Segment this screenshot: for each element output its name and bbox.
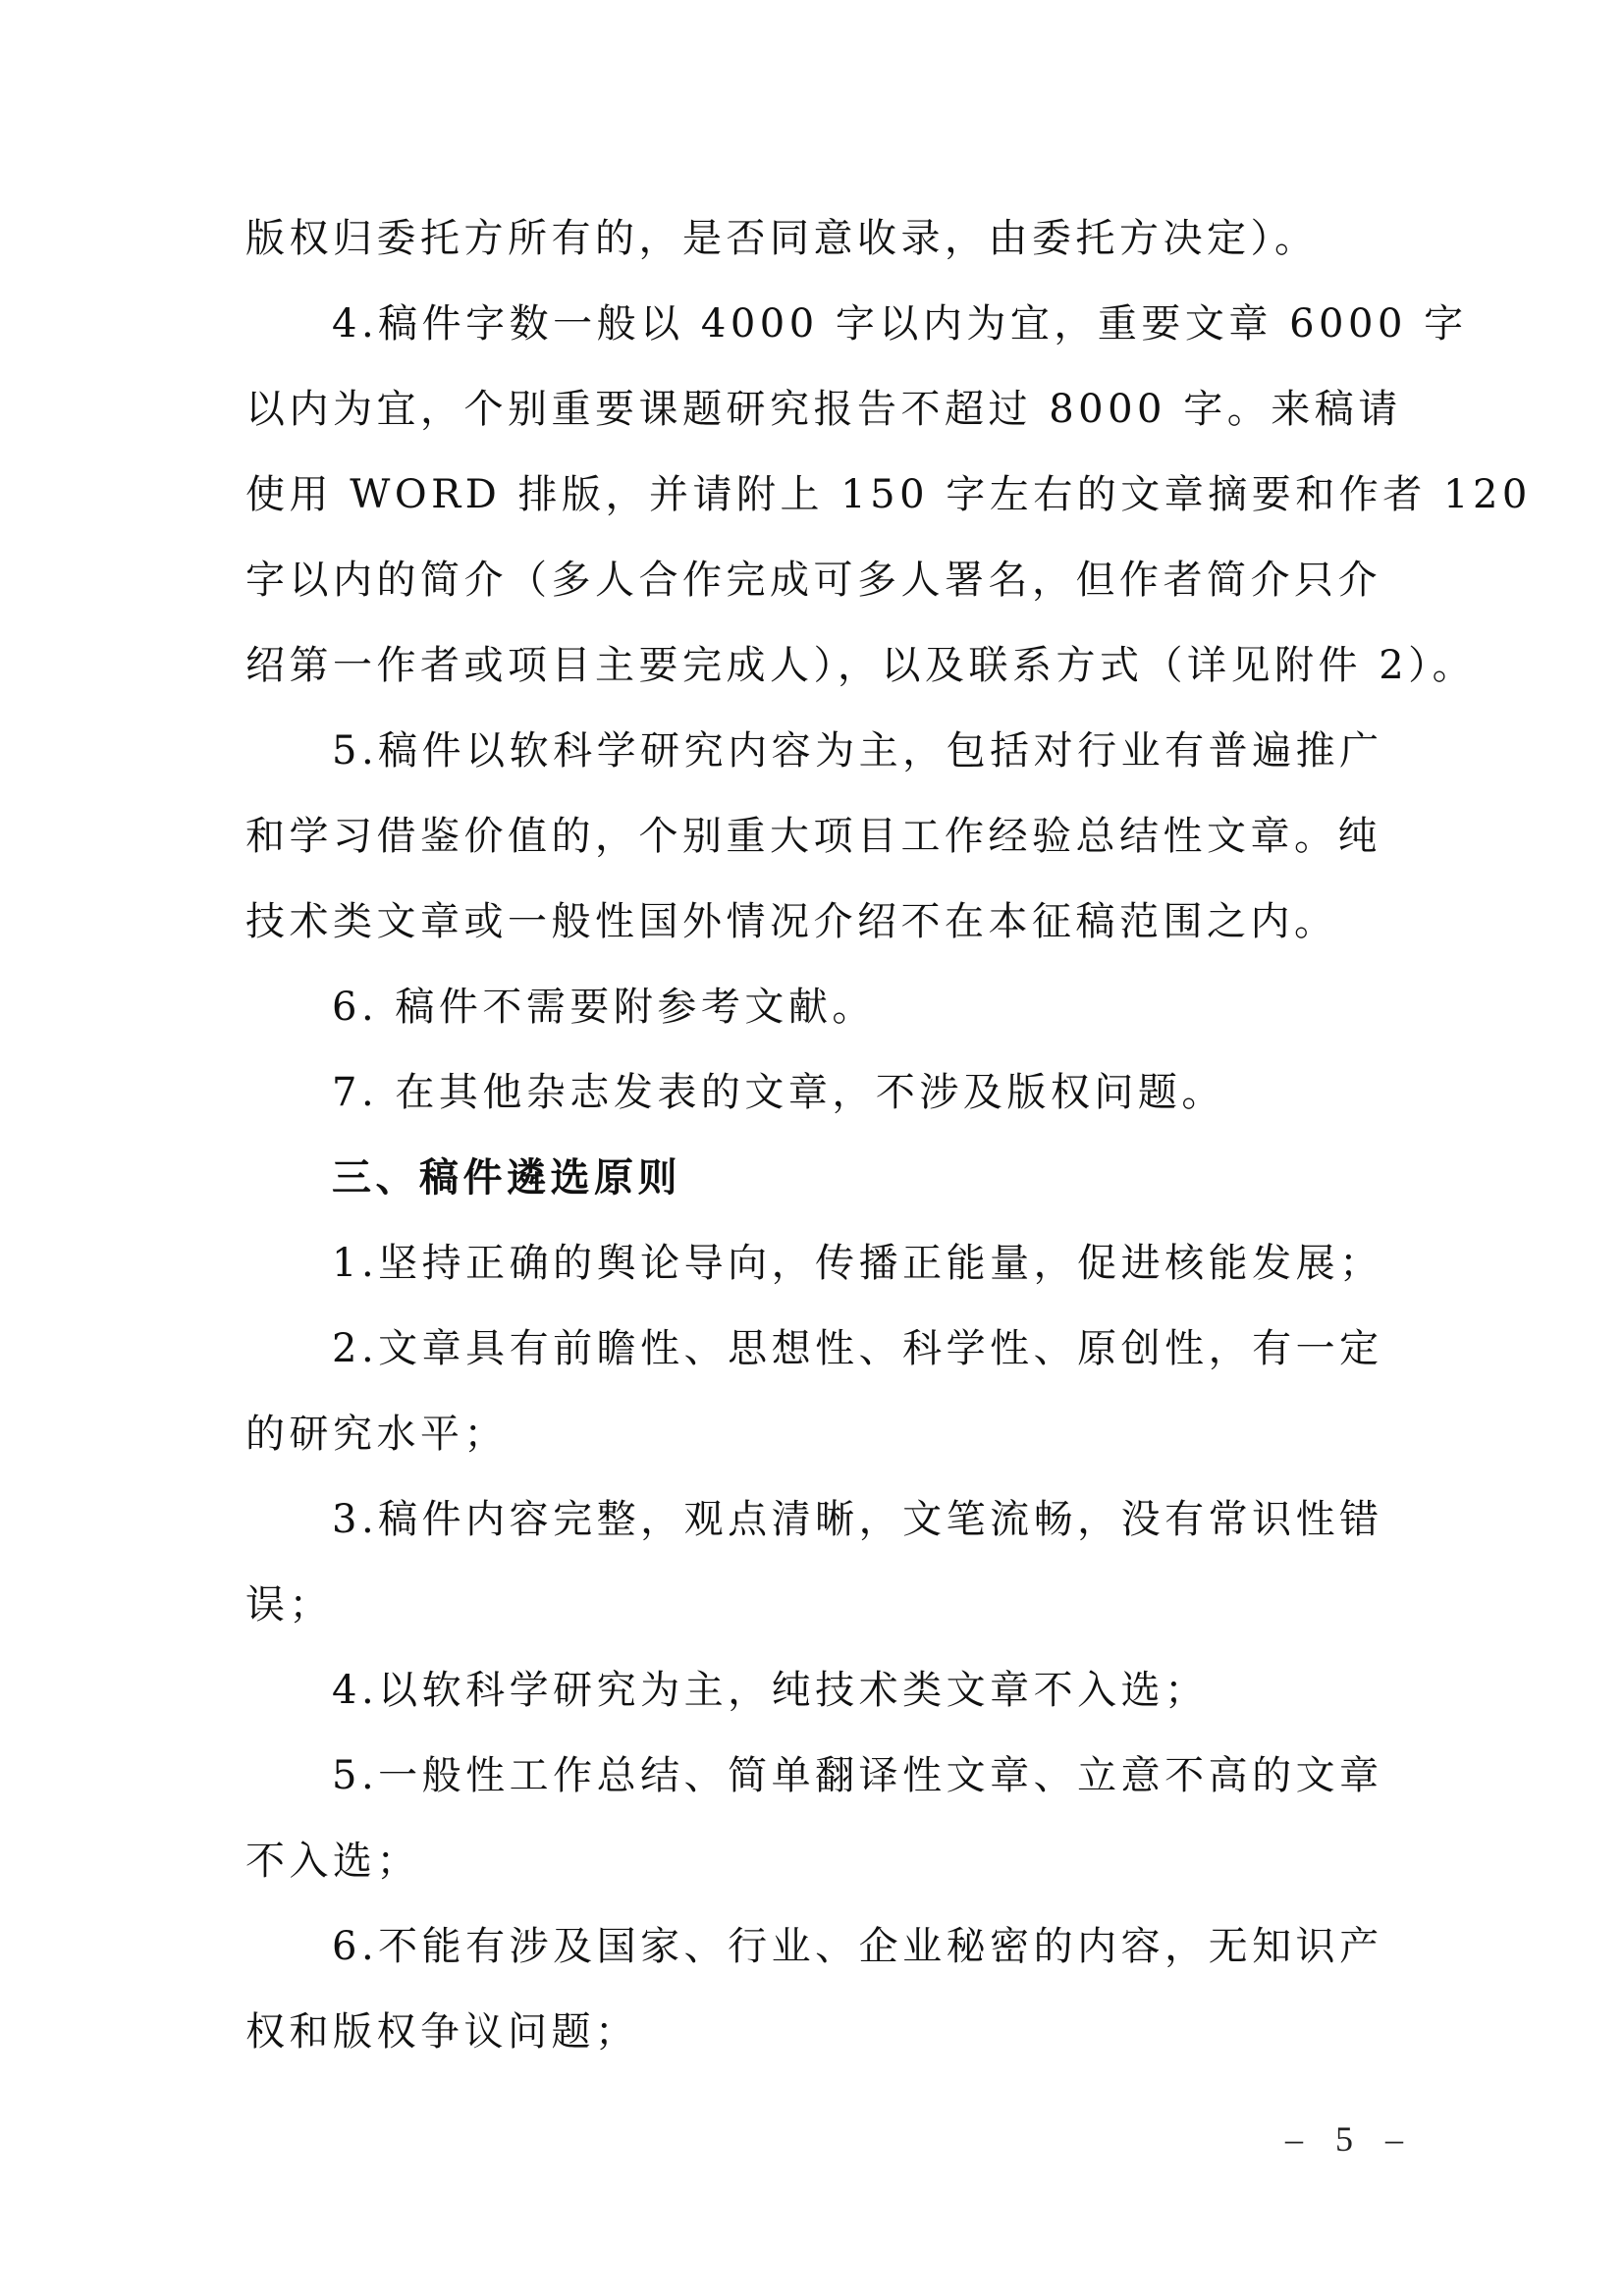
text-line: 权和版权争议问题； [245, 2009, 639, 2055]
text-line: 2.文章具有前瞻性、思想性、科学性、原创性，有一定 [332, 1326, 1383, 1371]
text-line: 1.坚持正确的舆论导向，传播正能量，促进核能发展； [332, 1241, 1383, 1286]
text-line: 3.稿件内容完整，观点清晰，文笔流畅，没有常识性错 [332, 1497, 1383, 1542]
text-line: 技术类文章或一般性国外情况介绍不在本征稿范围之内。 [245, 899, 1338, 944]
section-heading: 三、稿件遴选原则 [332, 1155, 681, 1201]
text-line: 以内为宜，个别重要课题研究报告不超过 8000 字。来稿请 [245, 387, 1402, 432]
text-line: 4.以软科学研究为主，纯技术类文章不入选； [332, 1668, 1209, 1713]
text-line: 5.一般性工作总结、简单翻译性文章、立意不高的文章 [332, 1753, 1383, 1798]
text-line: 7. 在其他杂志发表的文章，不涉及版权问题。 [332, 1070, 1225, 1115]
text-line: 和学习借鉴价值的，个别重大项目工作经验总结性文章。纯 [245, 814, 1381, 859]
text-line: 6. 稿件不需要附参考文献。 [332, 985, 876, 1030]
text-line: 使用 WORD 排版，并请附上 150 字左右的文章摘要和作者 120 [245, 472, 1532, 517]
document-body [245, 214, 1532, 2093]
text-line: 版权归委托方所有的，是否同意收录，由委托方决定）。 [245, 216, 1319, 261]
text-line: 不入选； [245, 1839, 420, 1884]
text-line: 的研究水平； [245, 1412, 508, 1457]
text-line: 4.稿件字数一般以 4000 字以内为宜，重要文章 6000 字 [332, 301, 1468, 347]
text-line: 字以内的简介（多人合作完成可多人署名，但作者简介只介 [245, 558, 1381, 603]
text-line: 误； [245, 1582, 333, 1628]
page-number: – 5 – [1285, 2119, 1415, 2159]
text-line: 绍第一作者或项目主要完成人），以及联系方式（详见附件 2）。 [245, 643, 1477, 688]
text-line: 5.稿件以软科学研究内容为主，包括对行业有普遍推广 [332, 728, 1383, 774]
text-line: 6.不能有涉及国家、行业、企业秘密的内容，无知识产 [332, 1924, 1383, 1969]
